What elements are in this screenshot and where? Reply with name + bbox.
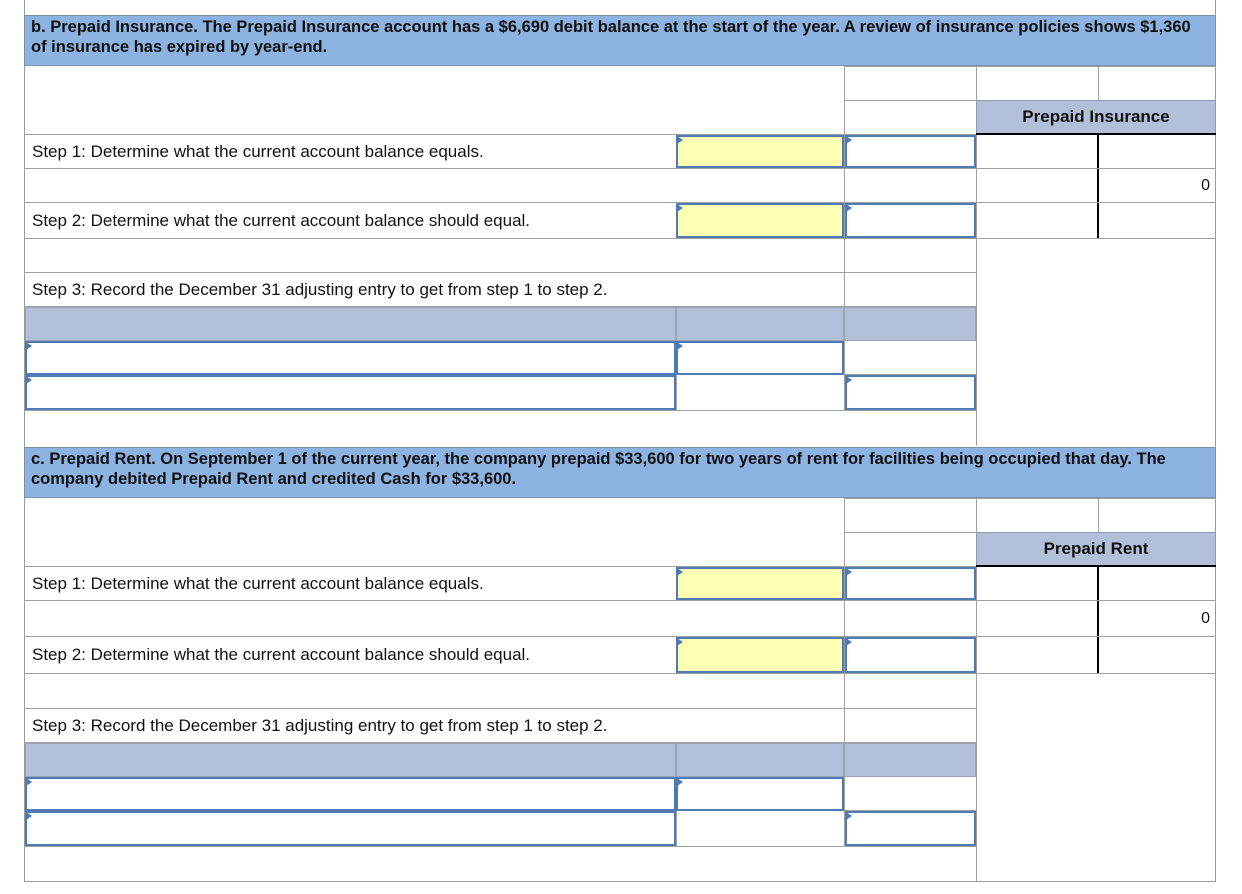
row-line — [844, 100, 976, 101]
step1-label: Step 1: Determine what the current account balance equals. — [32, 141, 484, 161]
section-c-header: c. Prepaid Rent. On September 1 of the current year, the company prepaid $33,600 for two years of rent for facilities being occupied that day. The company debited Prepaid Rent and credited Cash for $33,600. — [24, 447, 1216, 498]
t-account-top-rule — [976, 133, 1216, 135]
journal-credit-amount-input[interactable] — [845, 375, 976, 410]
journal-header-debit — [676, 743, 844, 777]
t-account-prepaid-insurance-title: Prepaid Insurance — [976, 100, 1216, 134]
journal-debit-amount-input[interactable] — [676, 777, 844, 811]
journal-credit-blank-cell — [844, 341, 976, 375]
step3-label: Step 3: Record the December 31 adjusting entry to get from step 1 to step 2. — [32, 279, 608, 299]
bottom-border — [24, 881, 1216, 882]
col-line — [1098, 66, 1099, 100]
step2-amount-input[interactable] — [676, 637, 844, 673]
t-account-row-line — [976, 238, 1216, 239]
journal-debit-blank-cell — [676, 811, 844, 846]
col-line — [1098, 498, 1099, 532]
step2-amount-input[interactable] — [676, 203, 844, 238]
step1-amount-input[interactable] — [676, 135, 844, 168]
journal-header-credit — [844, 743, 976, 777]
journal-debit-account-input[interactable] — [25, 777, 676, 811]
row-line — [24, 600, 976, 601]
t-account-row-line — [976, 673, 1216, 674]
t-account-row-line — [976, 636, 1216, 637]
row-line — [844, 532, 976, 533]
journal-credit-blank-cell — [844, 777, 976, 811]
row-line — [844, 66, 1216, 67]
row-line — [844, 498, 1216, 499]
step2-account-input[interactable] — [845, 637, 976, 673]
step2-label: Step 2: Determine what the current account balance should equal. — [32, 645, 531, 664]
section-b-header: b. Prepaid Insurance. The Prepaid Insurance account has a $6,690 debit balance at the start of the year. A review of insurance policies shows $1,360 of insurance has expired by year-end. — [24, 15, 1216, 66]
t-account-balance: 0 — [1201, 609, 1210, 627]
journal-credit-account-input[interactable] — [25, 375, 676, 410]
row-line — [24, 238, 976, 239]
journal-credit-account-input[interactable] — [25, 811, 676, 846]
t-account-row-line — [976, 202, 1216, 203]
journal-header-account — [25, 307, 676, 341]
step3-label: Step 3: Record the December 31 adjusting entry to get from step 1 to step 2. — [32, 715, 608, 735]
journal-header-account — [25, 743, 676, 777]
row-line — [24, 846, 976, 847]
row-line — [24, 673, 976, 674]
step2-label: Step 2: Determine what the current account balance should equal. — [32, 210, 531, 230]
t-account-prepaid-rent-title: Prepaid Rent — [976, 532, 1216, 566]
journal-debit-account-input[interactable] — [25, 341, 676, 375]
row-line — [24, 168, 976, 169]
journal-debit-amount-input[interactable] — [676, 341, 844, 375]
row-line — [24, 410, 976, 411]
step1-account-input[interactable] — [845, 567, 976, 600]
step1-account-input[interactable] — [845, 135, 976, 168]
step1-amount-input[interactable] — [676, 567, 844, 600]
t-account-top-rule — [976, 565, 1216, 567]
t-account-balance: 0 — [1201, 176, 1210, 194]
journal-debit-blank-cell — [676, 375, 844, 410]
journal-header-debit — [676, 307, 844, 341]
step1-label: Step 1: Determine what the current account balance equals. — [32, 573, 484, 593]
step2-account-input[interactable] — [845, 203, 976, 238]
journal-header-credit — [844, 307, 976, 341]
journal-credit-amount-input[interactable] — [845, 811, 976, 846]
